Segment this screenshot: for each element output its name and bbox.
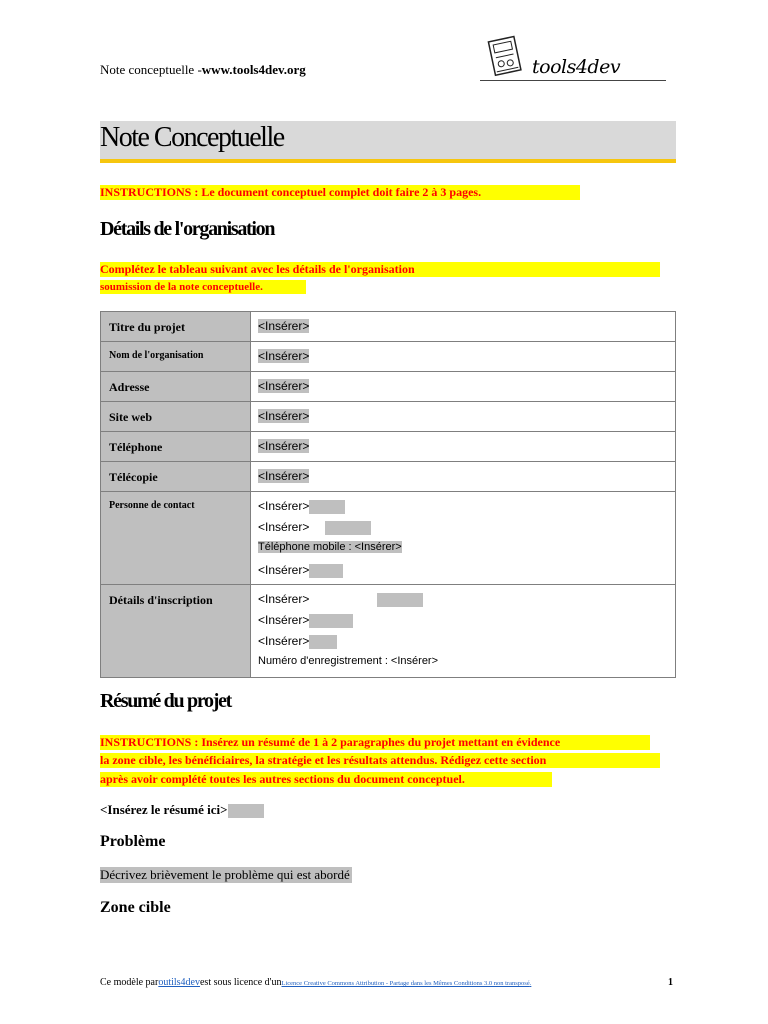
footer-license-link[interactable]: Licence Creative Commons Attribution - Partage dans les Mêmes Conditions 3.0 non transposé: [281, 980, 530, 987]
gray-fill: [228, 804, 264, 818]
row-label: Personne de contact: [101, 492, 251, 585]
footer-middle: est sous licence d'un: [199, 977, 282, 988]
table-row: [101, 402, 676, 432]
header-label: Note conceptuelle -: [100, 62, 202, 77]
resume-placeholder-text[interactable]: <Insérez le résumé ici>: [100, 802, 228, 817]
row-value[interactable]: [251, 402, 676, 432]
row-label: Télécopie: [101, 462, 251, 492]
page-number: 1: [668, 977, 673, 988]
row-value[interactable]: [251, 492, 676, 585]
row-label: Site web: [101, 402, 251, 432]
row-label: Adresse: [101, 372, 251, 402]
tools4dev-logo-icon: [484, 32, 534, 82]
row-value[interactable]: [251, 432, 676, 462]
gray-fill: [325, 521, 371, 535]
table-row: [101, 342, 676, 372]
gray-fill: [309, 614, 353, 628]
row-label: Téléphone: [101, 432, 251, 462]
org-instruction-line1: Complétez le tableau suivant avec les détails de l'organisation: [100, 262, 660, 277]
probleme-description[interactable]: Décrivez brièvement le problème qui est abordé: [100, 867, 350, 882]
header-site-link[interactable]: www.tools4dev.org: [201, 62, 306, 77]
page-title: Note Conceptuelle: [100, 122, 284, 153]
table-row: [101, 312, 676, 342]
page-footer: [100, 977, 531, 988]
table-row: [101, 492, 676, 585]
table-row: [101, 462, 676, 492]
row-value[interactable]: [251, 312, 676, 342]
footer-link-outils4dev[interactable]: outils4dev: [158, 977, 200, 988]
org-details-table: [100, 311, 676, 678]
gray-fill: [309, 635, 337, 649]
probleme-heading: Problème: [100, 833, 166, 850]
insert-field[interactable]: <Insérer>: [258, 349, 310, 363]
table-row: [101, 585, 676, 678]
insert-field[interactable]: <Insérer>: [258, 613, 310, 627]
logo-underline: [480, 80, 666, 81]
gray-fill: [309, 564, 343, 578]
table-row: [101, 432, 676, 462]
gray-fill: [309, 500, 345, 514]
footer-prefix: Ce modèle par: [100, 977, 159, 988]
title-band: [100, 121, 676, 163]
instructions-1: INSTRUCTIONS : Le document conceptuel complet doit faire 2 à 3 pages.: [100, 185, 580, 200]
gray-fill: [377, 593, 423, 607]
logo-text: tools4dev: [532, 56, 621, 78]
row-value[interactable]: [251, 585, 676, 678]
insert-field[interactable]: <Insérer>: [258, 409, 310, 423]
row-label: Détails d'inscription: [101, 585, 251, 678]
resume-instruction-line1: INSTRUCTIONS : Insérez un résumé de 1 à 2 paragraphes du projet mettant en évidence: [100, 735, 650, 750]
footer-suffix: .: [529, 980, 532, 987]
insert-field[interactable]: <Insérer>: [258, 499, 310, 513]
page-header: [100, 62, 306, 78]
resume-instruction-line3: après avoir complété toutes les autres sections du document conceptuel.: [100, 772, 552, 787]
insert-field[interactable]: <Insérer>: [258, 439, 310, 453]
org-instruction-line2: soumission de la note conceptuelle.: [100, 280, 306, 294]
row-value[interactable]: [251, 462, 676, 492]
section-resume-heading: Résumé du projet: [100, 690, 232, 712]
resume-placeholder[interactable]: [100, 802, 264, 818]
insert-field[interactable]: <Insérer>: [258, 319, 310, 333]
registration-field[interactable]: Numéro d'enregistrement : <Insérer>: [258, 655, 439, 667]
insert-field[interactable]: <Insérer>: [258, 634, 310, 648]
section-org-heading: Détails de l'organisation: [100, 218, 275, 240]
insert-field[interactable]: <Insérer>: [258, 592, 310, 606]
row-label: Titre du projet: [101, 312, 251, 342]
insert-field[interactable]: <Insérer>: [258, 563, 310, 577]
table-row: [101, 372, 676, 402]
mobile-field[interactable]: Téléphone mobile : <Insérer>: [258, 541, 402, 553]
resume-instruction-line2: la zone cible, les bénéficiaires, la stratégie et les résultats attendus. Rédigez cette section: [100, 753, 660, 768]
row-value[interactable]: [251, 372, 676, 402]
zone-cible-heading: Zone cible: [100, 899, 171, 916]
row-value[interactable]: [251, 342, 676, 372]
row-label: Nom de l'organisation: [101, 342, 251, 372]
insert-field[interactable]: <Insérer>: [258, 379, 310, 393]
insert-field[interactable]: <Insérer>: [258, 520, 310, 534]
insert-field[interactable]: <Insérer>: [258, 469, 310, 483]
